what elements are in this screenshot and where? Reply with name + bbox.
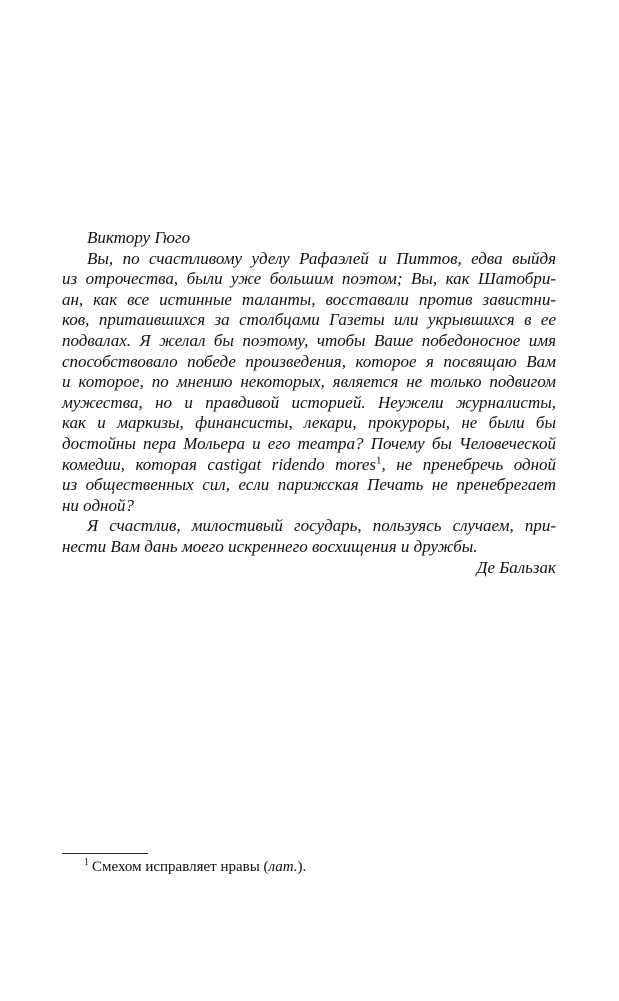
text-line: ни одной? (62, 495, 134, 515)
text-fragment: комедии, которая castigat ridendo mores (62, 454, 377, 474)
footnote (84, 858, 306, 877)
footnote-text: Смехом исправляет нравы ( (92, 859, 269, 875)
footnote-divider (62, 853, 148, 854)
text-line: мужества, но и правдивой историей. Неужели журналисты, (62, 392, 556, 412)
signature: Де Бальзак (476, 557, 556, 577)
text-line: способствовало победе произведения, которое я посвящаю Вам (62, 351, 556, 371)
footnote-number: 1 (84, 857, 89, 868)
text-line: Вы, по счастливому уделу Рафаэлей и Питтов, едва выйдя (87, 248, 556, 268)
text-line: Я счастлив, милостивый государь, пользуясь случаем, при- (87, 516, 556, 536)
dedication-text (62, 228, 556, 578)
footnote-abbrev: лат. (268, 859, 298, 875)
text-line: ков, притаившихся за столбцами Газеты или укрывшихся в ее (62, 310, 556, 330)
text-line: достойны пера Мольера и его театра? Почему бы Человеческой (62, 433, 556, 453)
text-line: нести Вам дань моего искреннего восхищения и дружбы. (62, 536, 478, 556)
text-line: из общественных сил, если парижская Печать не пренебрегает (62, 475, 556, 495)
text-line: и которое, по мнению некоторых, является не только подвигом (62, 372, 556, 392)
footnote-reference[interactable]: 1 (376, 453, 382, 466)
text-line-with-footnote (62, 455, 556, 476)
text-line: ан, как все истинные таланты, восставали против завистни- (62, 289, 556, 309)
text-line: как и маркизы, финансисты, лекари, прокуроры, не были бы (62, 413, 556, 433)
footnote-text-end: ). (297, 859, 307, 875)
text-line: подвалах. Я желал бы поэтому, чтобы Ваше победоносное имя (62, 330, 556, 350)
addressee: Виктору Гюго (87, 228, 191, 247)
text-fragment: , не пренебречь одной (381, 454, 556, 474)
text-line: из отрочества, были уже большим поэтом; Вы, как Шатобри- (62, 269, 556, 289)
